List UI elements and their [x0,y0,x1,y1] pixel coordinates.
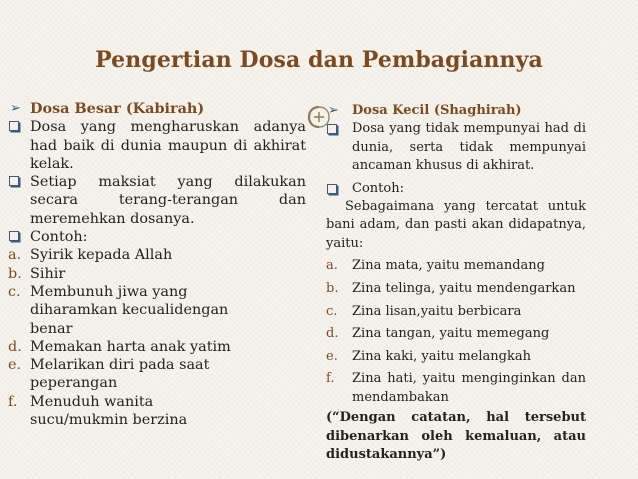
example-text: Sihir [30,265,66,282]
checkbox-bullet-icon [327,184,337,194]
list-item [8,228,306,246]
arrow-bullet-icon: ➢ [328,103,339,118]
left-point-1: Dosa yang mengharuskan adanya had baik di dunia maupun di akhirat kelak. [30,119,306,172]
right-point-1: Dosa yang tidak mempunyai had di dunia, serta tidak mempunyai ancaman khusus di akhirat. [352,121,586,174]
example-text: Syirik kepada Allah [30,247,173,264]
example-text: Zina kaki, yaitu melangkah [352,348,531,364]
example-text: Zina mata, yaitu memandang [352,258,545,274]
item-label: d. [326,326,339,342]
list-item [8,265,306,283]
slide-title: Pengertian Dosa dan Pembagiannya [95,47,543,73]
list-item [8,173,306,228]
right-intro: Sebagaimana yang tercatat untuk bani adam, dan pasti akan didapatnya, yaitu: [326,199,586,251]
list-item [326,257,586,275]
right-heading-item [326,102,586,120]
item-label: e. [8,357,22,374]
list-item [326,370,586,407]
example-text: Zina hati, yaitu menginginkan dan mendambakan [352,371,586,405]
list-item [326,180,586,198]
list-item [8,283,240,338]
list-item [8,246,306,264]
item-label: a. [8,247,22,264]
item-label: c. [326,303,338,319]
item-label: b. [326,281,339,297]
list-item [326,280,586,298]
item-label: e. [326,348,338,364]
list-item [326,348,586,366]
item-label: b. [8,265,22,282]
left-point-3: Contoh: [30,229,88,246]
right-closing-note: (“Dengan catatan, hal tersebut dibenarkan oleh kemaluan, atau didustakannya”) [326,410,586,463]
right-point-2: Contoh: [352,180,404,196]
checkbox-bullet-icon [9,121,19,131]
left-heading-item [8,100,306,118]
item-label: d. [8,338,22,355]
left-heading: Dosa Besar (Kabirah) [30,100,205,117]
arrow-bullet-icon: ➢ [10,101,21,116]
example-text: Melarikan diri pada saat peperangan [30,357,210,392]
left-point-2: Setiap maksiat yang dilakukan secara terang-terangan dan meremehkan dosanya. [30,174,306,227]
example-text: Menuduh wanita sucu/mukmin berzina [30,393,188,429]
list-item [8,393,230,430]
item-label: f. [8,393,18,410]
right-column [326,102,586,464]
checkbox-bullet-icon [327,124,337,134]
item-label: f. [326,371,335,387]
list-item [8,356,255,393]
list-item [8,338,306,356]
item-label: a. [326,258,338,274]
list-item [326,303,586,321]
example-text: Memakan harta anak yatim [30,338,231,355]
list-item [326,120,586,175]
item-label: c. [8,283,21,300]
example-text: Zina tangan, yaitu memegang [352,326,550,342]
right-heading: Dosa Kecil (Shaghirah) [352,103,522,118]
list-item [326,325,586,343]
example-text: Zina lisan,yaitu berbicara [352,303,522,319]
list-item [8,118,306,173]
example-text: Membunuh jiwa yang diharamkan kecualidengan benar [30,283,229,337]
example-text: Zina telinga, yaitu mendengarkan [352,281,576,297]
left-column [8,100,306,429]
checkbox-bullet-icon [9,231,19,241]
checkbox-bullet-icon [9,176,19,186]
